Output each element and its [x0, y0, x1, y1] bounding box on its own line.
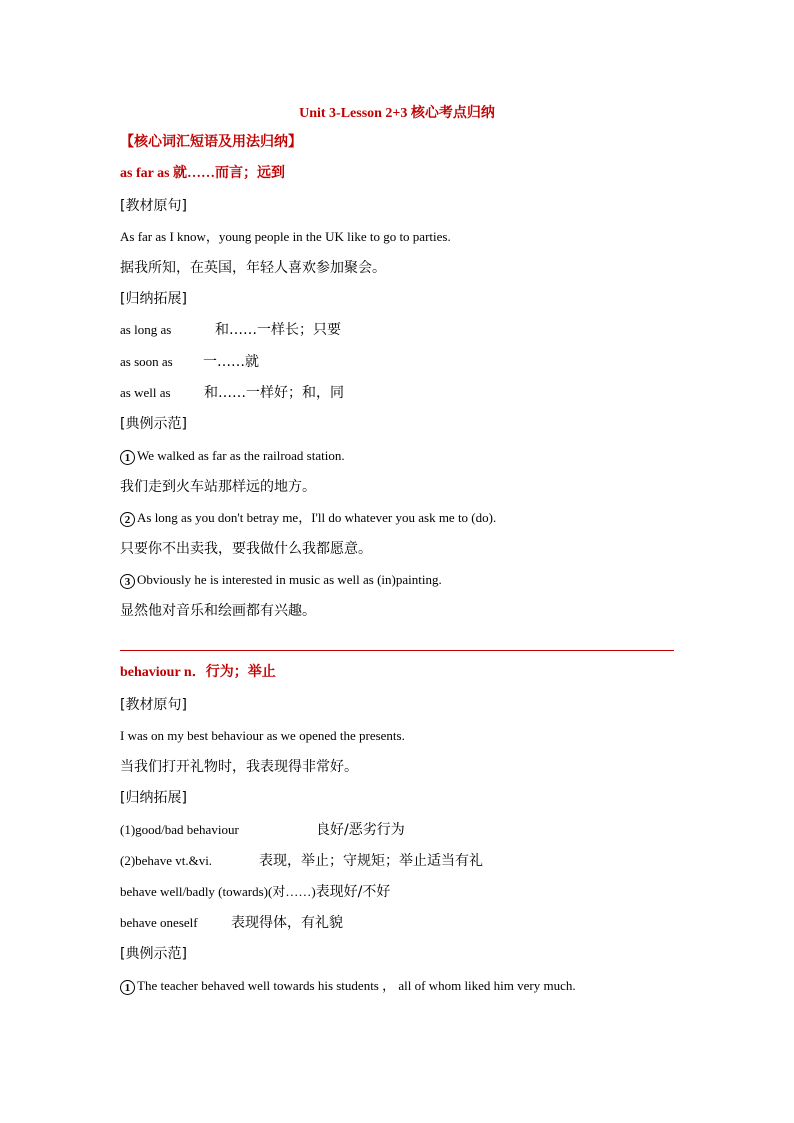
example-sentence-zh: 只要你不出卖我，要我做什么我都愿意。 [120, 541, 372, 557]
expand-meaning: 表现得体，有礼貌 [231, 915, 343, 931]
example-number: 1 [120, 450, 135, 465]
example-sentence-zh: 我们走到火车站那样远的地方。 [120, 479, 316, 495]
expand-item [120, 383, 344, 403]
expand-meaning: 一……就 [203, 354, 259, 370]
example-number: 2 [120, 512, 135, 527]
expand-item [120, 882, 390, 902]
expand-phrase: (2)behave vt.&vi. [120, 853, 213, 868]
example-label: [典例示范] [120, 946, 187, 962]
example-sentence-en: 1 We walked as far as the railroad station. [120, 446, 345, 466]
expand-meaning: 表现好/不好 [315, 884, 391, 900]
textbook-sentence-zh: 据我所知，在英国，年轻人喜欢参加聚会。 [120, 260, 386, 276]
textbook-sentence-en: I was on my best behaviour as we opened the presents. [120, 728, 405, 743]
expand-phrase: (1)good/bad behaviour [120, 822, 239, 837]
example-number: 3 [120, 574, 135, 589]
expand-item [120, 820, 405, 840]
example-sentence-zh: 显然他对音乐和绘画都有兴趣。 [120, 603, 316, 619]
example-sentence-en: 3 Obviously he is interested in music as well as (in)painting. [120, 570, 442, 590]
expand-item [120, 851, 483, 871]
expand-item [120, 320, 341, 340]
example-sentence-en: 2 As long as you don't betray me，I'll do whatever you ask me to (do). [120, 508, 496, 528]
document-title: Unit 3-Lesson 2+3 核心考点归纳 [299, 106, 495, 121]
expand-item [120, 352, 259, 372]
expand-phrase: behave well/badly (towards)(对……) [120, 884, 316, 899]
entry-heading: behaviour n．行为；举止 [120, 665, 276, 680]
textbook-sentence-zh: 当我们打开礼物时，我表现得非常好。 [120, 759, 358, 775]
expand-meaning: 和……一样长；只要 [215, 322, 341, 338]
entry-heading: as far as 就……而言；远到 [120, 166, 286, 181]
expand-phrase: as long as [120, 322, 172, 337]
expand-meaning: 和……一样好；和，同 [204, 385, 344, 401]
textbook-sentence-en: As far as I know，young people in the UK like to go to parties. [120, 229, 451, 244]
example-number: 1 [120, 980, 135, 995]
textbook-label: [教材原句] [120, 697, 187, 713]
expand-item [120, 913, 343, 933]
expand-label: [归纳拓展] [120, 790, 187, 806]
example-sentence-en: 1 The teacher behaved well towards his students ， all of whom liked him very much. [120, 976, 576, 996]
expand-phrase: behave oneself [120, 915, 198, 930]
expand-meaning: 良好/恶劣行为 [316, 822, 405, 838]
expand-label: [归纳拓展] [120, 291, 187, 307]
expand-phrase: as soon as [120, 354, 173, 369]
section-header: 【核心词汇短语及用法归纳】 [120, 135, 302, 150]
section-divider [120, 650, 674, 651]
expand-phrase: as well as [120, 385, 171, 400]
expand-meaning: 表现，举止；守规矩；举止适当有礼 [259, 853, 483, 869]
textbook-label: [教材原句] [120, 198, 187, 214]
example-label: [典例示范] [120, 416, 187, 432]
